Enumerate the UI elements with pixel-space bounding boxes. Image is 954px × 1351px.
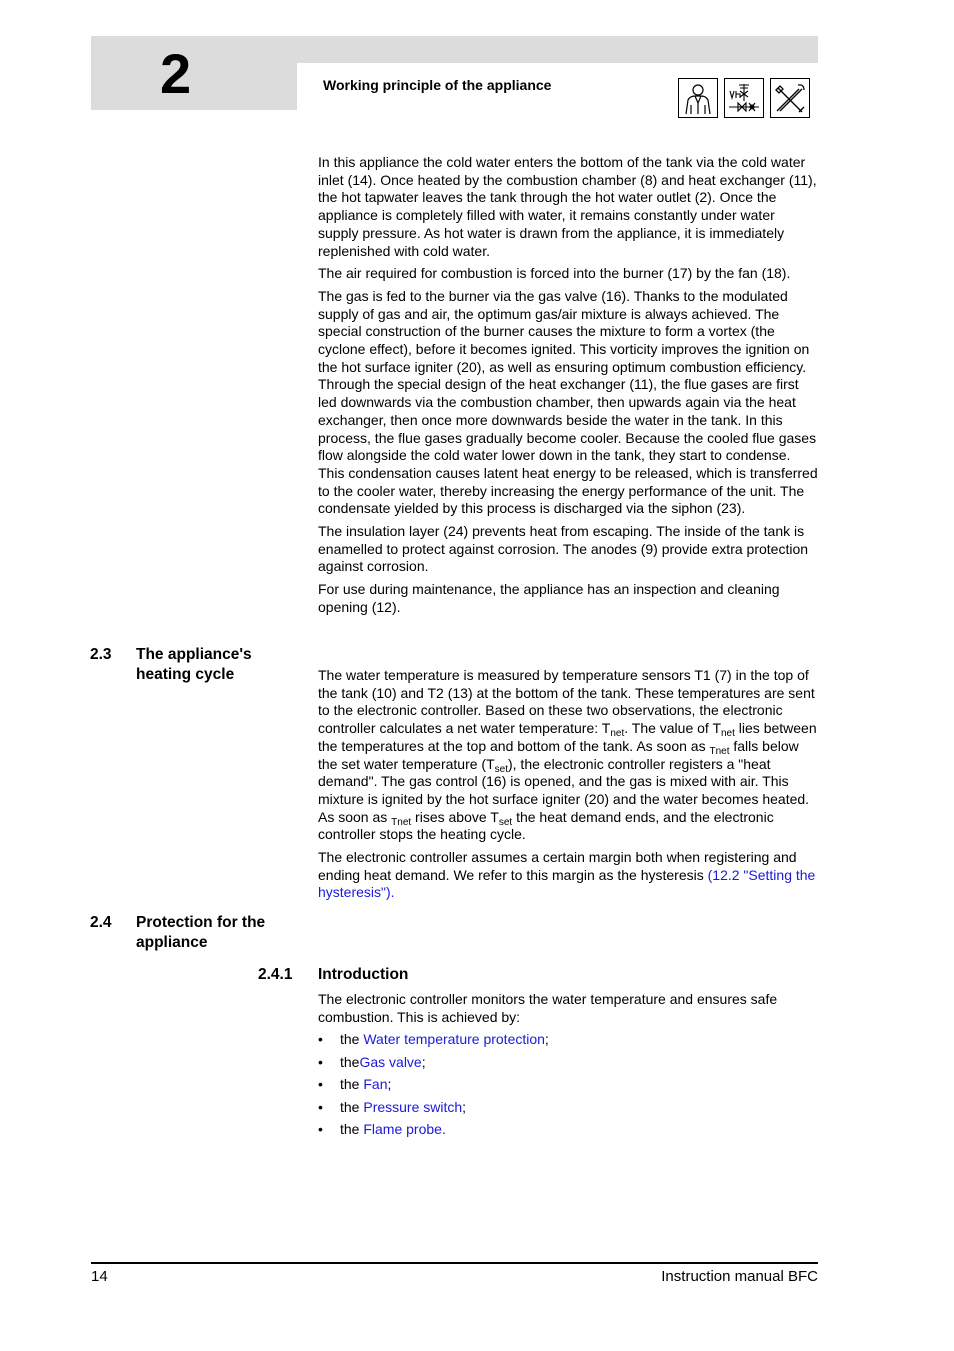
- gas-valve-link[interactable]: Gas valve: [359, 1053, 422, 1070]
- section-title: The appliance's heating cycle: [136, 646, 252, 683]
- section-2-3-text: [318, 667, 818, 907]
- section-number: 2.4: [90, 914, 112, 931]
- list-item: • the Fan;: [318, 1076, 818, 1099]
- paragraph: For use during maintenance, the appliance has an inspection and cleaning opening (12).: [318, 581, 780, 615]
- paragraph: The gas is fed to the burner via the gas valve (16). Thanks to the modulated supply of gas and air, the optimum gas/air mixture is always achieved. The special construction of the burner causes the mixture to form a vortex (the cyclone effect), before it becomes ignited. This vorticity improves the ignition on the hot surface igniter (20), as well as ensuring optimum combustion efficiency. Through the special design of the heat exchanger (11), the flue gases are first led downwards via the combustion chamber, then upwards again via the heat exchanger, then once more downwards beside the water in the tank. In this process, the flue gases gradually become cooler. Because the cooled flue gases flow alongside the cold water lower down in the tank, they start to condense. This condensation causes latent heat energy to be released, which is transferred to the cooler water, thereby increasing the energy performance of the unit. The condensate yielded by this process is discharged via the siphon (23).: [318, 287, 818, 517]
- list-item: • the Flame probe.: [318, 1121, 818, 1144]
- pressure-switch-link[interactable]: Pressure switch: [363, 1098, 463, 1115]
- page-number: 14: [91, 1268, 108, 1285]
- paragraph: The water temperature is measured by temperature sensors T1 (7) in the top of the tank (10) and T2 (13) at the bottom of the tank. These temperatures are sent to the electronic controller. Based on these two observations, the electronic controller calculates a net water temperature: $T_{net}$. The value of $T_{net}$ lies between the temperatures at the top and bottom of the tank. As soon as $_{Tnet}$ falls below the set water temperature $(T_{set})$, the electronic controller registers a "heat demand". The gas control (16) is opened, and the gas is mixed with air. This mixture is ignited by the hot surface igniter (20) and the water becomes heated. As soon as $_{Tnet}$ rises above $T_{set}$ the heat demand ends, and the electronic controller stops the heating cycle.: [318, 667, 817, 843]
- water-temperature-protection-link[interactable]: Water temperature protection: [363, 1031, 545, 1047]
- section-title: Protection for the appliance: [136, 914, 266, 951]
- tools-icon: [770, 78, 810, 118]
- footer-divider: [91, 1262, 818, 1264]
- section-number: 2.3: [90, 646, 112, 663]
- flame-probe-link[interactable]: Flame probe.: [363, 1121, 446, 1137]
- header-icons: [678, 78, 810, 118]
- manual-title: Instruction manual BFC: [661, 1268, 818, 1285]
- intro-text: [318, 154, 818, 622]
- hysteresis-link[interactable]: (12.2 "Setting the hysteresis").: [318, 866, 816, 901]
- chapter-box: [91, 36, 297, 110]
- protection-list: [318, 1031, 818, 1144]
- list-item: • theGas valve;: [318, 1054, 818, 1077]
- paragraph: The insulation layer (24) prevents heat from escaping. The inside of the tank is enamelled to protect against corrosion. The anodes (9) provide extra protection against corrosion.: [318, 523, 809, 575]
- valve-diagram-icon: [724, 78, 764, 118]
- list-item: • the Pressure switch;: [318, 1099, 818, 1122]
- subsection-number: 2.4.1: [258, 966, 293, 983]
- user-icon: [678, 78, 718, 118]
- list-item: • the Water temperature protection;: [318, 1031, 818, 1054]
- paragraph: The electronic controller assumes a certain margin both when registering and ending heat demand. We refer to this margin as the hysteresis (12.2 "Setting the hysteresis").: [318, 849, 816, 901]
- fan-link[interactable]: Fan: [363, 1076, 388, 1092]
- section-2-4-1-text: [318, 991, 818, 1031]
- page-title: Working principle of the appliance: [323, 77, 552, 93]
- paragraph: The air required for combustion is forced into the burner (17) by the fan (18).: [318, 265, 791, 282]
- chapter-number: 2: [160, 42, 192, 105]
- subsection-title: Introduction: [318, 966, 409, 983]
- paragraph: In this appliance the cold water enters the bottom of the tank via the cold water inlet (14). Once heated by the combustion chamber (8) and heat exchanger (11), the hot tapwater leaves the tank through the hot water outlet (2). Once the appliance is completely filled with water, it remains constantly under water supply pressure. As hot water is drawn from the appliance, it is immediately replenished with cold water.: [318, 154, 817, 259]
- paragraph: The electronic controller monitors the water temperature and ensures safe combustion. This is achieved by:: [318, 991, 778, 1025]
